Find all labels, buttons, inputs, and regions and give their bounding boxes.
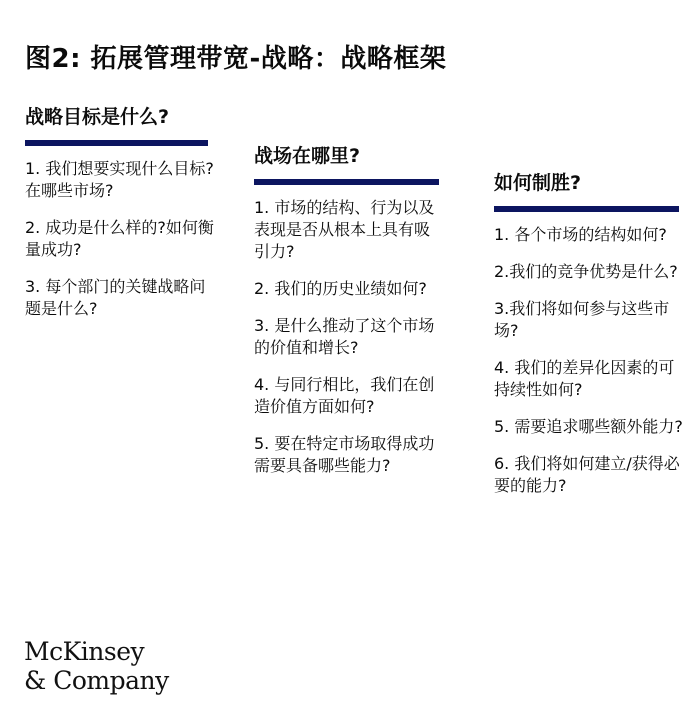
question-item: 4. 我们的差异化因素的可持续性如何? [494,358,675,399]
page-title: 图2: 拓展管理带宽-战略：战略框架 [25,44,447,74]
heading-rule [494,206,679,212]
question-item: 2. 成功是什么样的?如何衡量成功? [25,218,214,259]
heading-rule [25,140,208,146]
column-heading: 战略目标是什么? [25,106,170,128]
heading-rule [254,179,439,185]
question-item: 2. 我们的历史业绩如何? [254,279,427,298]
question-item: 1. 市场的结构、行为以及表现是否从根本上具有吸引力? [254,198,435,261]
column-strategic-goals [25,104,215,335]
question-item: 3. 每个部门的关键战略问题是什么? [25,277,206,318]
logo-line-2: & Company [24,666,169,695]
column-heading: 战场在哪里? [254,145,361,167]
question-item: 3.我们将如何参与这些市场? [494,299,670,340]
column-heading: 如何制胜? [494,172,582,194]
question-item: 3. 是什么推动了这个市场的价值和增长? [254,316,435,357]
column-how-to-win [494,170,684,512]
question-item: 1. 我们想要实现什么目标?在哪些市场? [25,159,214,200]
question-item: 5. 要在特定市场取得成功需要具备哪些能力? [254,434,435,475]
column-where-to-play [254,143,444,492]
question-item: 2.我们的竞争优势是什么? [494,262,678,281]
question-item: 1. 各个市场的结构如何? [494,225,667,244]
logo-line-1: McKinsey [24,637,145,666]
question-item: 5. 需要追求哪些额外能力? [494,417,683,436]
mckinsey-logo [24,637,169,695]
question-item: 6. 我们将如何建立/获得必要的能力? [494,454,680,495]
question-item: 4. 与同行相比，我们在创造价值方面如何? [254,375,435,416]
